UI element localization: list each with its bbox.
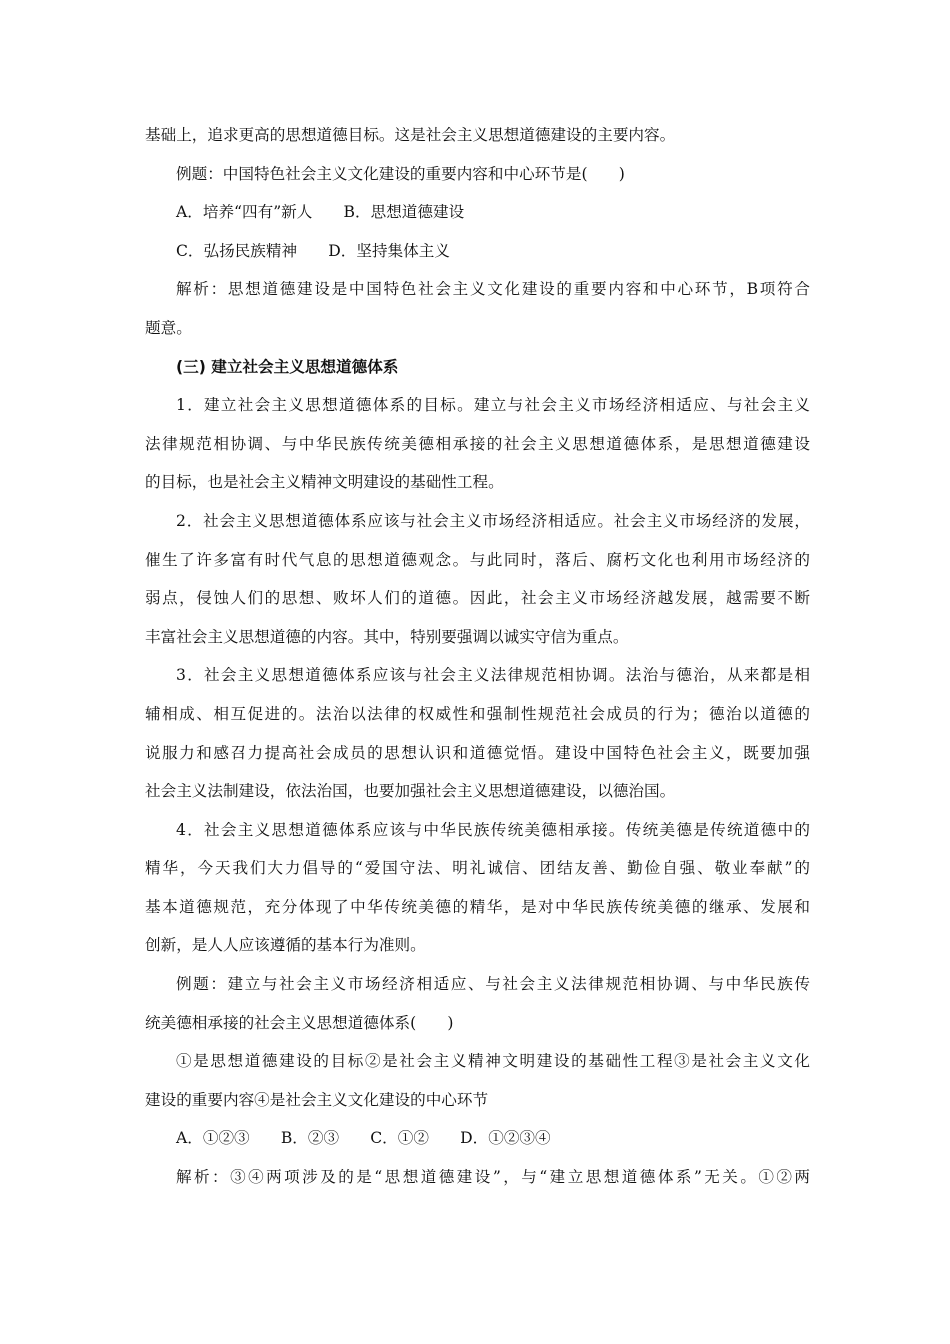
text-line: 例题：建立与社会主义市场经济相适应、与社会主义法律规范相协调、与中华民族传 [176, 975, 810, 994]
section-heading: (三) 建立社会主义思想道德体系 [176, 357, 399, 376]
text-line: 弱点，侵蚀人们的思想、败坏人们的道德。因此，社会主义市场经济越发展，越需要不断 [145, 589, 810, 608]
text-line: 催生了许多富有时代气息的思想道德观念。与此同时，落后、腐朽文化也利用市场经济的 [145, 550, 810, 569]
text-line: 1．建立社会主义思想道德体系的目标。建立与社会主义市场经济相适应、与社会主义 [176, 396, 810, 415]
text-line: 辅相成、相互促进的。法治以法律的权威性和强制性规范社会成员的行为；德治以道德的 [145, 704, 810, 723]
text-line: 法律规范相协调、与中华民族传统美德相承接的社会主义思想道德体系，是思想道德建设 [145, 434, 810, 453]
text-line: A．培养“四有”新人 B．思想道德建设 [176, 203, 465, 222]
text-line: C．弘扬民族精神 D．坚持集体主义 [176, 241, 450, 260]
text-line: 统美德相承接的社会主义思想道德体系( ) [145, 1013, 454, 1032]
text-line: 说服力和感召力提高社会成员的思想认识和道德觉悟。建设中国特色社会主义，既要加强 [145, 743, 810, 762]
text-line: 基本道德规范，充分体现了中华传统美德的精华，是对中华民族传统美德的继承、发展和 [145, 897, 810, 916]
text-line: 社会主义法制建设，依法治国，也要加强社会主义思想道德建设，以德治国。 [145, 782, 676, 801]
document-body [145, 116, 810, 1197]
text-line: 例题：中国特色社会主义文化建设的重要内容和中心环节是( ) [176, 164, 625, 183]
text-line: 3．社会主义思想道德体系应该与社会主义法律规范相协调。法治与德治，从来都是相 [176, 666, 810, 685]
text-line: 解析：③④两项涉及的是“思想道德建设”，与“建立思想道德体系”无关。①②两 [176, 1168, 810, 1187]
text-line: 创新，是人人应该遵循的基本行为准则。 [145, 936, 426, 955]
text-line: 建设的重要内容④是社会主义文化建设的中心环节 [145, 1090, 489, 1109]
text-line: 2．社会主义思想道德体系应该与社会主义市场经济相适应。社会主义市场经济的发展， [176, 511, 810, 530]
text-line: A．①②③ B．②③ C．①② D．①②③④ [176, 1129, 551, 1148]
text-line: 丰富社会主义思想道德的内容。其中，特别要强调以诚实守信为重点。 [145, 627, 629, 646]
text-line: 解析：思想道德建设是中国特色社会主义文化建设的重要内容和中心环节，B项符合 [176, 280, 810, 299]
text-line: 精华，今天我们大力倡导的“爱国守法、明礼诚信、团结友善、勤俭自强、敬业奉献”的 [145, 859, 810, 878]
text-line: 题意。 [145, 318, 192, 337]
text-line: 4．社会主义思想道德体系应该与中华民族传统美德相承接。传统美德是传统道德中的 [176, 820, 810, 839]
text-line: 基础上，追求更高的思想道德目标。这是社会主义思想道德建设的主要内容。 [145, 126, 676, 144]
text-line: ①是思想道德建设的目标②是社会主义精神文明建设的基础性工程③是社会主义文化 [176, 1052, 810, 1071]
text-line: 的目标，也是社会主义精神文明建设的基础性工程。 [145, 473, 504, 492]
